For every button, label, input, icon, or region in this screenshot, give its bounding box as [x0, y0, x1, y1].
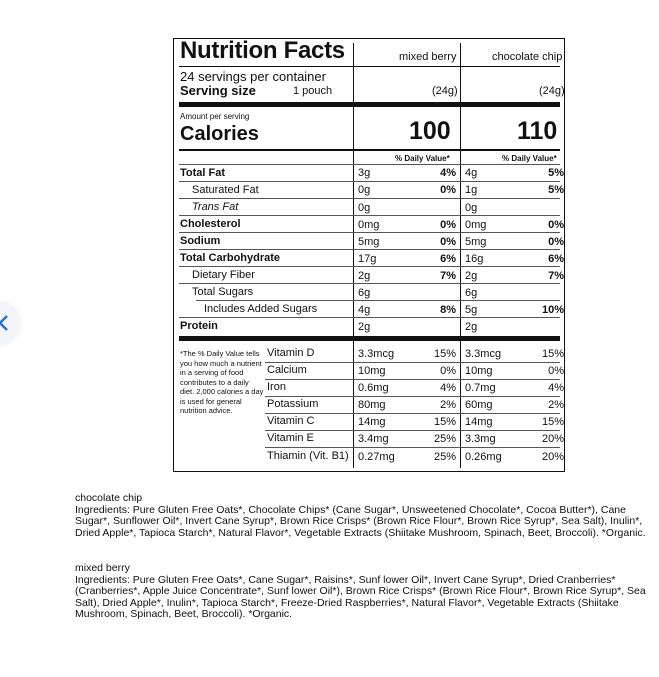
- nutrient-dv: 0%: [548, 236, 564, 248]
- nutrient-name: Includes Added Sugars: [204, 303, 318, 315]
- calories-mb: 100: [409, 117, 451, 145]
- nutrient-amount: 2g: [358, 270, 371, 282]
- calories-label: Calories: [180, 123, 259, 145]
- vitamin-dv: 0%: [440, 365, 456, 377]
- vitamin-dv: 4%: [440, 382, 456, 394]
- nutrient-amount: 0mg: [358, 219, 380, 231]
- nutrient-amount: 0g: [358, 202, 371, 214]
- nutrient-amount: 16g: [465, 253, 484, 265]
- vitamin-amount: 3.3mcg: [465, 348, 502, 360]
- nutrient-dv: 6%: [440, 253, 456, 265]
- serving-size-label: Serving size: [180, 83, 256, 98]
- nutrient-dv: 0%: [440, 236, 456, 248]
- vitamin-amount: 60mg: [465, 399, 493, 411]
- nutrient-dv: 0%: [440, 219, 456, 231]
- vitamin-amount: 0.27mg: [358, 451, 395, 463]
- nutrient-amount: 3g: [358, 167, 371, 179]
- nutrient-amount: 6g: [358, 287, 371, 299]
- vitamin-amount: 14mg: [465, 416, 493, 428]
- nutrient-dv: 6%: [548, 253, 564, 265]
- ingredients-text: Ingredients: Pure Gluten Free Oats*, Cane Sugar*, Raisins*, Sunf lower Oil*, Invert Cane Syrup*, Dried Cranberries* (Cranberries*, Apple Juice Concentrate*, Sunf lower Oil*), Brown Rice Crisps* (Brown Rice Flour*, Brown Rice Syrup*, Sea Salt), Dried Apple*, Inulin*, Tapioca Starch*, Freeze-Dried Raspberries*, Natural Flavor*, Vegetable Extracts (Shiitake Mushroom, Spinach, Beet, Broccoli). *Organic.: [75, 573, 646, 620]
- nutrient-name: Trans Fat: [192, 201, 239, 213]
- nutrient-name: Cholesterol: [180, 218, 241, 230]
- chevron-left-icon: [0, 315, 10, 331]
- nutrition-facts-panel: [173, 38, 565, 472]
- daily-value-footnote: *The % Daily Value tells you how much a nutrient in a serving of food contributes to a daily diet. 2,000 calories a day is used for general nutrition advice.: [180, 349, 264, 415]
- nutrient-amount: 17g: [358, 253, 377, 265]
- vitamin-name: Vitamin C: [267, 415, 315, 427]
- nutrient-amount: 2g: [465, 321, 478, 333]
- vitamin-name: Thiamin (Vit. B1): [267, 450, 349, 462]
- vitamin-dv: 2%: [440, 399, 456, 411]
- serving-size-value: 1 pouch: [293, 85, 333, 97]
- previous-arrow-button[interactable]: [0, 303, 18, 343]
- nutrient-amount: 4g: [465, 167, 478, 179]
- nutrient-amount: 6g: [465, 287, 478, 299]
- nutrient-dv: 0%: [440, 184, 456, 196]
- vitamin-amount: 10mg: [465, 365, 493, 377]
- nutrient-name: Dietary Fiber: [192, 269, 255, 281]
- nutrient-amount: 0mg: [465, 219, 487, 231]
- vitamin-amount: 80mg: [358, 399, 386, 411]
- vitamin-dv: 25%: [433, 433, 456, 445]
- nutrient-amount: 0g: [465, 202, 478, 214]
- serving-grams-mb: (24g): [432, 85, 458, 97]
- vitamin-dv: 20%: [541, 451, 564, 463]
- nutrient-name: Total Carbohydrate: [180, 252, 281, 264]
- vitamin-amount: 14mg: [358, 416, 386, 428]
- column-header-mixed-berry: mixed berry: [399, 51, 457, 63]
- vitamin-dv: 15%: [541, 416, 564, 428]
- nutrient-amount: 4g: [358, 304, 371, 316]
- nutrient-dv: 0%: [548, 219, 564, 231]
- nutrient-name: Protein: [180, 320, 218, 332]
- vitamin-dv: 20%: [541, 433, 564, 445]
- nutrient-dv: 7%: [440, 270, 456, 282]
- ingredients-heading: mixed berry: [75, 562, 130, 574]
- vitamin-dv: 25%: [433, 451, 456, 463]
- vitamin-name: Calcium: [267, 364, 307, 376]
- ingredients-heading: chocolate chip: [75, 492, 143, 504]
- vitamin-dv: 15%: [433, 348, 456, 360]
- nutrient-name: Total Sugars: [192, 286, 254, 298]
- nutrient-dv: 5%: [548, 167, 564, 179]
- vitamin-amount: 10mg: [358, 365, 386, 377]
- calories-cc: 110: [517, 117, 558, 145]
- vitamin-name: Vitamin D: [267, 347, 315, 359]
- vitamin-name: Iron: [267, 381, 286, 393]
- nutrient-dv: 8%: [440, 304, 456, 316]
- nutrient-dv: 7%: [548, 270, 564, 282]
- ingredients-mixed-berry: [75, 563, 655, 621]
- vitamin-amount: 3.3mcg: [358, 348, 395, 360]
- nutrient-name: Saturated Fat: [192, 184, 259, 196]
- vitamin-amount: 0.6mg: [358, 382, 389, 394]
- vitamin-dv: 15%: [541, 348, 564, 360]
- amount-per-serving: Amount per serving: [180, 112, 250, 121]
- vitamin-amount: 0.26mg: [465, 451, 502, 463]
- column-header-chocolate-chip: chocolate chip: [492, 51, 563, 63]
- nutrient-dv: 4%: [440, 167, 456, 179]
- ingredients-text: Ingredients: Pure Gluten Free Oats*, Chocolate Chips* (Cane Sugar*, Unsweetened Chocolate*, Cocoa Butter*), Cane Sugar*, Sunflower Oil*, Invert Cane Syrup*, Brown Rice Crisps* (Brown Rice Flour*, Brown Rice Syrup*, Sea Salt), Inulin*, Dried Apple*, Tapioca Starch*, Natural Flavor*, Vegetable Extracts (Shiitake Mushroom, Spinach, Beet, Broccoli). *Organic.: [75, 503, 646, 539]
- nutrient-amount: 5mg: [465, 236, 487, 248]
- nutrient-amount: 2g: [465, 270, 478, 282]
- nutrient-name: Total Fat: [180, 167, 226, 179]
- vitamin-name: Potassium: [267, 398, 319, 410]
- dv-header-mb: % Daily Value*: [395, 154, 450, 163]
- nutrient-dv: 10%: [541, 304, 564, 316]
- nutrient-amount: 1g: [465, 184, 478, 196]
- vitamin-amount: 0.7mg: [465, 382, 496, 394]
- serving-grams-cc: (24g): [539, 85, 565, 97]
- vitamin-name: Vitamin E: [267, 432, 314, 444]
- nutrient-amount: 5mg: [358, 236, 380, 248]
- nutrition-title: Nutrition Facts: [180, 37, 345, 64]
- vitamin-amount: 3.4mg: [358, 433, 389, 445]
- nutrient-name: Sodium: [180, 235, 221, 247]
- nutrient-amount: 2g: [358, 321, 371, 333]
- nutrient-amount: 0g: [358, 184, 371, 196]
- nutrient-dv: 5%: [548, 184, 564, 196]
- servings-per-container: 24 servings per container: [180, 69, 326, 84]
- vitamin-dv: 0%: [548, 365, 564, 377]
- nutrient-amount: 5g: [465, 304, 478, 316]
- ingredients-chocolate-chip: [75, 493, 655, 539]
- vitamin-dv: 15%: [433, 416, 456, 428]
- dv-header-cc: % Daily Value*: [502, 154, 557, 163]
- vitamin-amount: 3.3mg: [465, 433, 496, 445]
- vitamin-dv: 4%: [548, 382, 564, 394]
- vitamin-dv: 2%: [548, 399, 564, 411]
